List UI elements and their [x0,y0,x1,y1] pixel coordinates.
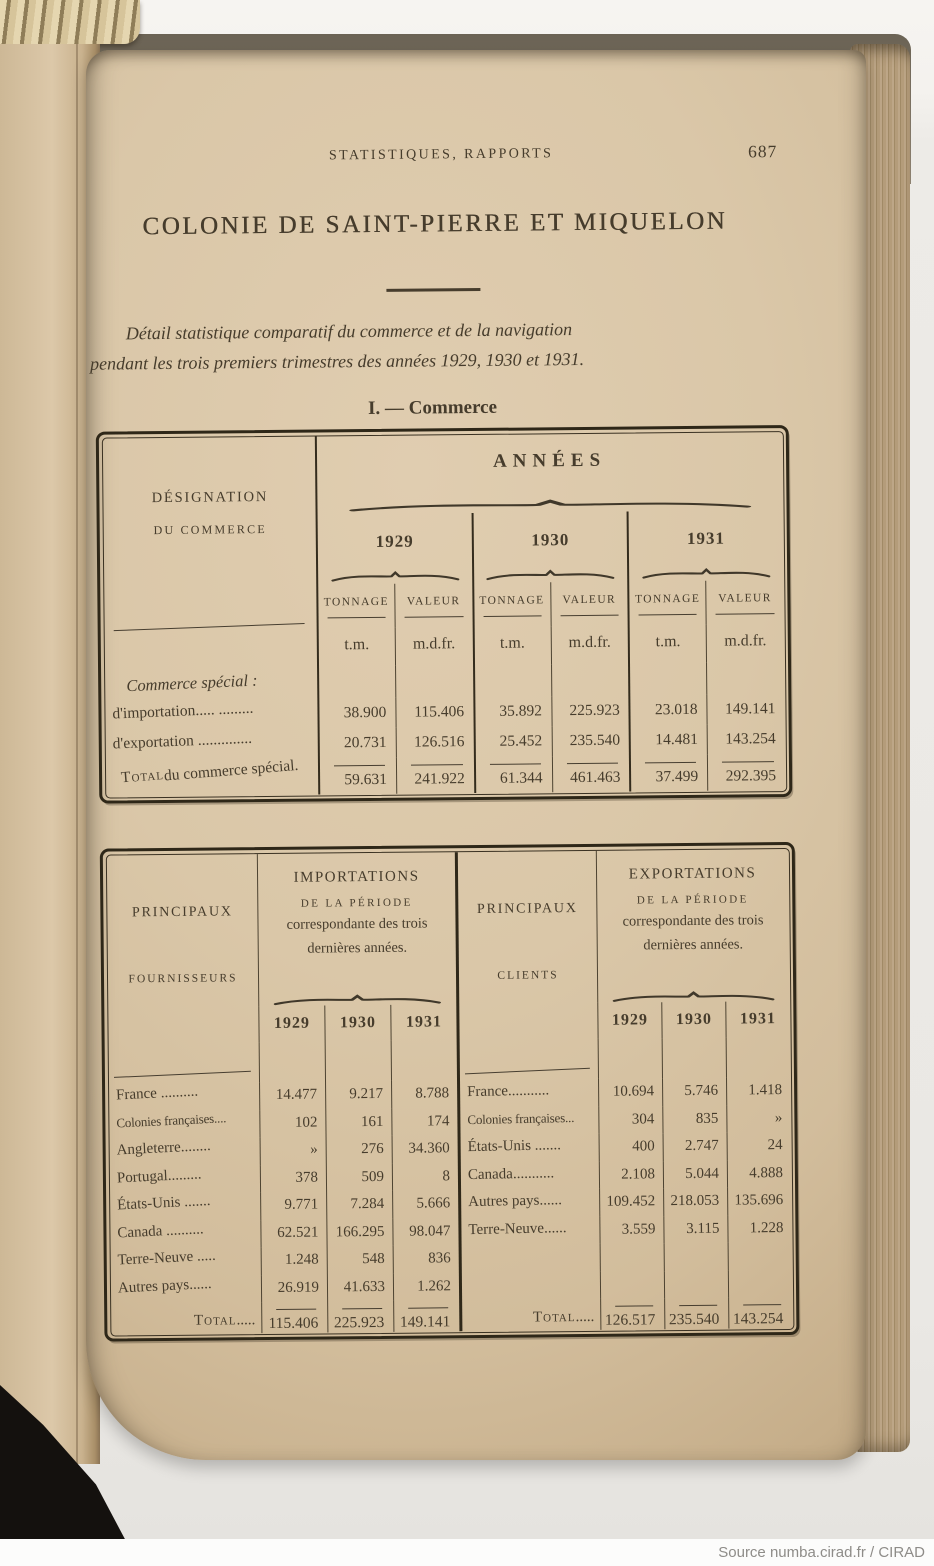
empty-cell [473,664,551,697]
empty-cell [259,1041,325,1082]
row-label-terre-neuve: Terre-Neuve ..... [117,1247,217,1269]
row-label-colonies: Colonies françaises.... [116,1109,227,1130]
page-title: COLONIE DE SAINT-PIERRE ET MIQUELON [142,207,728,241]
total-row-label: Totaldu commerce spécial. [120,756,299,787]
cell-value: 174 [391,1108,457,1136]
subtitle-line: dernières années. [307,939,408,957]
column-header-valeur: VALEUR [550,582,628,627]
year-label: 1930 [531,530,570,550]
cell-value: 8.788 [391,1080,457,1108]
fournisseurs-label: FOURNISSEURS [128,972,238,986]
brace-decoration [641,567,771,579]
empty-cell [395,665,473,698]
cell-value: 9.771 [260,1191,326,1219]
cell-value: 41.633 [327,1273,393,1301]
empty-cell [662,1038,726,1079]
cell-value: 225.923 [551,696,629,727]
year-header-1930: 1930 [661,1002,725,1039]
total-row-label: Total..... [193,1312,256,1329]
brace-decoration [485,569,615,581]
year-header-1931: 1931 [390,1004,456,1041]
cell-value: 4.888 [727,1160,791,1188]
cell-value: 126.516 [395,727,473,758]
column-header-tonnage: TONNAGE [472,582,550,627]
designation-label: DÉSIGNATION [151,489,269,507]
cell-value: 161 [325,1108,391,1136]
row-label-angleterre: Angleterre........ [116,1137,212,1159]
clients-label: CLIENTS [497,969,559,982]
cell-value: » [260,1136,326,1164]
unit-cell: t.m. [472,626,550,665]
exportations-header-cell [596,849,789,1003]
importations-title: IMPORTATIONS [293,868,420,886]
header-rule [114,623,305,631]
subtitle-line-1: Détail statistique comparatif du commerce et de la navigation [125,319,573,344]
empty-cell [462,1244,600,1273]
cell-value: 1.262 [393,1273,459,1301]
column-header-valeur: VALEUR [394,583,472,628]
cell-value: 24 [727,1132,791,1160]
cell-value: 304 [598,1106,662,1134]
cell-value: 548 [327,1246,393,1274]
total-cell: 126.517 [600,1298,664,1330]
importations-grid [107,852,460,1334]
empty-cell [462,1271,600,1300]
year-header-1929: 1929 [258,1005,324,1042]
total-cell: 461.463 [551,756,629,793]
cell-value: 3.559 [599,1216,663,1244]
total-cell: 149.141 [393,1300,459,1332]
cell-value: 14.477 [259,1081,325,1109]
empty-cell [598,1038,662,1079]
cell-value: 5.666 [392,1190,458,1218]
principaux-label: PRINCIPAUX [131,904,233,921]
row-label-exportation: d'exportation .............. [112,729,253,753]
cell-value: 25.452 [473,726,551,757]
cell-value: 62.521 [260,1219,326,1247]
cell-value: 400 [599,1133,663,1161]
total-cell: 292.395 [707,754,785,791]
cell-value: 20.731 [318,728,396,759]
cell-value: 835 [662,1105,726,1133]
cell-value: 149.141 [706,694,784,725]
empty-cell [317,666,395,699]
total-cell: 37.499 [629,755,707,792]
cell-value: 14.481 [629,725,707,756]
page-content [83,46,876,1463]
cell-value: 135.696 [727,1187,791,1215]
column-header-valeur: VALEUR [705,580,783,625]
cell-value: 2.747 [663,1133,727,1161]
cell-value: 235.540 [551,726,629,757]
year-header-1930: 1930 [324,1005,390,1042]
unit-cell: m.d.fr. [706,624,784,663]
designation-sublabel: DU COMMERCE [153,522,267,538]
row-label-france: France........... [466,1082,550,1101]
cell-value: 2.108 [599,1161,663,1189]
group-label-cell [106,667,317,701]
year-header-1929 [316,513,472,584]
row-label-canada: Canada .......... [117,1220,204,1241]
exportations-grid [458,849,793,1331]
row-label-importation: d'importation..... ......... [112,699,254,723]
commerce-table [96,425,793,804]
exportations-half [455,849,793,1331]
cell-value: 115.406 [395,697,473,728]
brace-decoration [330,570,460,582]
empty-cell [706,662,784,695]
unit-cell: m.d.fr. [550,626,628,665]
designation-header-cell [104,437,317,669]
exportations-title: EXPORTATIONS [628,865,757,883]
fournisseurs-header-cell [107,854,259,1083]
total-cell: 59.631 [318,758,396,795]
cell-value: 10.694 [598,1078,662,1106]
total-cell: 115.406 [261,1301,327,1333]
empty-cell [325,1041,391,1082]
partners-table-body [103,845,797,1339]
unit-cell: t.m. [317,628,395,667]
title-divider [386,288,480,291]
cell-value: 276 [326,1136,392,1164]
subtitle-line: correspondante des trois [622,912,764,930]
year-header-1929: 1929 [597,1002,661,1039]
subtitle-line: dernières années. [643,936,744,954]
empty-cell [551,664,629,697]
cell-value: 509 [326,1163,392,1191]
periode-label: DE LA PÉRIODE [636,893,749,907]
empty-cell [726,1037,790,1078]
cell-value: 1.418 [726,1077,790,1105]
row-label-autres-pays: Autres pays...... [468,1192,563,1211]
row-label-portugal: Portugal......... [116,1165,202,1186]
partners-table [100,842,800,1342]
year-label: 1929 [375,531,414,551]
year-label: 1931 [686,528,726,548]
empty-cell [728,1270,792,1298]
annees-label: ANNÉES [492,449,607,472]
cell-value: 166.295 [326,1218,392,1246]
annees-header-cell [315,432,783,514]
empty-cell [728,1242,792,1270]
empty-cell [664,1270,728,1298]
cell-value: 102 [259,1109,325,1137]
cell-value: 109.452 [599,1188,663,1216]
column-header-tonnage: TONNAGE [628,581,706,626]
cell-value: 836 [393,1245,459,1273]
unit-cell: m.d.fr. [394,627,472,666]
cell-value: 34.360 [392,1135,458,1163]
principaux-label: PRINCIPAUX [476,901,578,918]
cell-value: 5.044 [663,1160,727,1188]
year-header-1931 [627,510,783,581]
importations-half [107,852,460,1334]
year-header-1930 [471,512,627,583]
cell-value: 1.228 [727,1215,791,1243]
cell-value: 1.248 [261,1246,327,1274]
row-label-canada: Canada........... [467,1164,555,1183]
cell-value: 5.746 [662,1078,726,1106]
importations-header-cell [257,852,456,1006]
subtitle-line-2: pendant les trois premiers trimestres des années 1929, 1930 et 1931. [90,348,585,374]
row-label-autres-pays: Autres pays...... [117,1275,212,1296]
total-row-label: Total..... [532,1308,595,1326]
cell-value: » [726,1105,790,1133]
header-rule [465,1068,590,1075]
total-cell: 235.540 [664,1298,728,1330]
page-number: 687 [748,141,778,162]
group-label: Commerce spécial : [125,670,258,696]
cell-value: 3.115 [663,1215,727,1243]
year-header-1931: 1931 [725,1001,789,1038]
section-heading: I. — Commerce [367,396,498,420]
total-cell: 241.922 [396,757,474,794]
total-cell: 61.344 [474,756,552,793]
scan-footer-bar [0,1539,934,1566]
row-label-etats-unis: États-Unis ....... [467,1137,562,1156]
book-headband [0,0,140,44]
cell-value: 26.919 [261,1274,327,1302]
row-label-colonies: Colonies françaises... [467,1109,575,1127]
cell-value: 7.284 [326,1191,392,1219]
cell-value: 38.900 [317,698,395,729]
empty-cell [391,1040,457,1081]
subtitle [90,313,759,379]
cell-value: 143.254 [707,724,785,755]
row-label-france: France .......... [115,1083,199,1104]
cell-value: 218.053 [663,1188,727,1216]
unit-cell: t.m. [628,625,706,664]
cell-value: 35.892 [473,696,551,727]
cell-value: 378 [260,1164,326,1192]
running-header: STATISTIQUES, RAPPORTS [328,146,554,164]
column-header-tonnage: TONNAGE [316,584,394,629]
clients-header-cell [458,851,598,1080]
total-cell: 225.923 [327,1301,393,1333]
empty-cell [600,1271,664,1299]
cell-value: 9.217 [325,1081,391,1109]
empty-cell [628,663,706,696]
subtitle-line: correspondante des trois [286,915,428,933]
header-rule [114,1071,251,1078]
row-label-terre-neuve: Terre-Neuve...... [468,1219,567,1238]
cell-value: 98.047 [392,1218,458,1246]
commerce-table-grid [99,428,789,801]
periode-label: DE LA PÉRIODE [300,896,413,910]
source-credit: Source numba.cirad.fr / CIRAD [718,1544,925,1561]
cell-value: 8 [392,1163,458,1191]
total-cell: 143.254 [728,1297,792,1329]
empty-cell [664,1243,728,1271]
empty-cell [600,1243,664,1271]
row-label-etats-unis: États-Unis ....... [116,1193,211,1214]
cell-value: 23.018 [629,695,707,726]
